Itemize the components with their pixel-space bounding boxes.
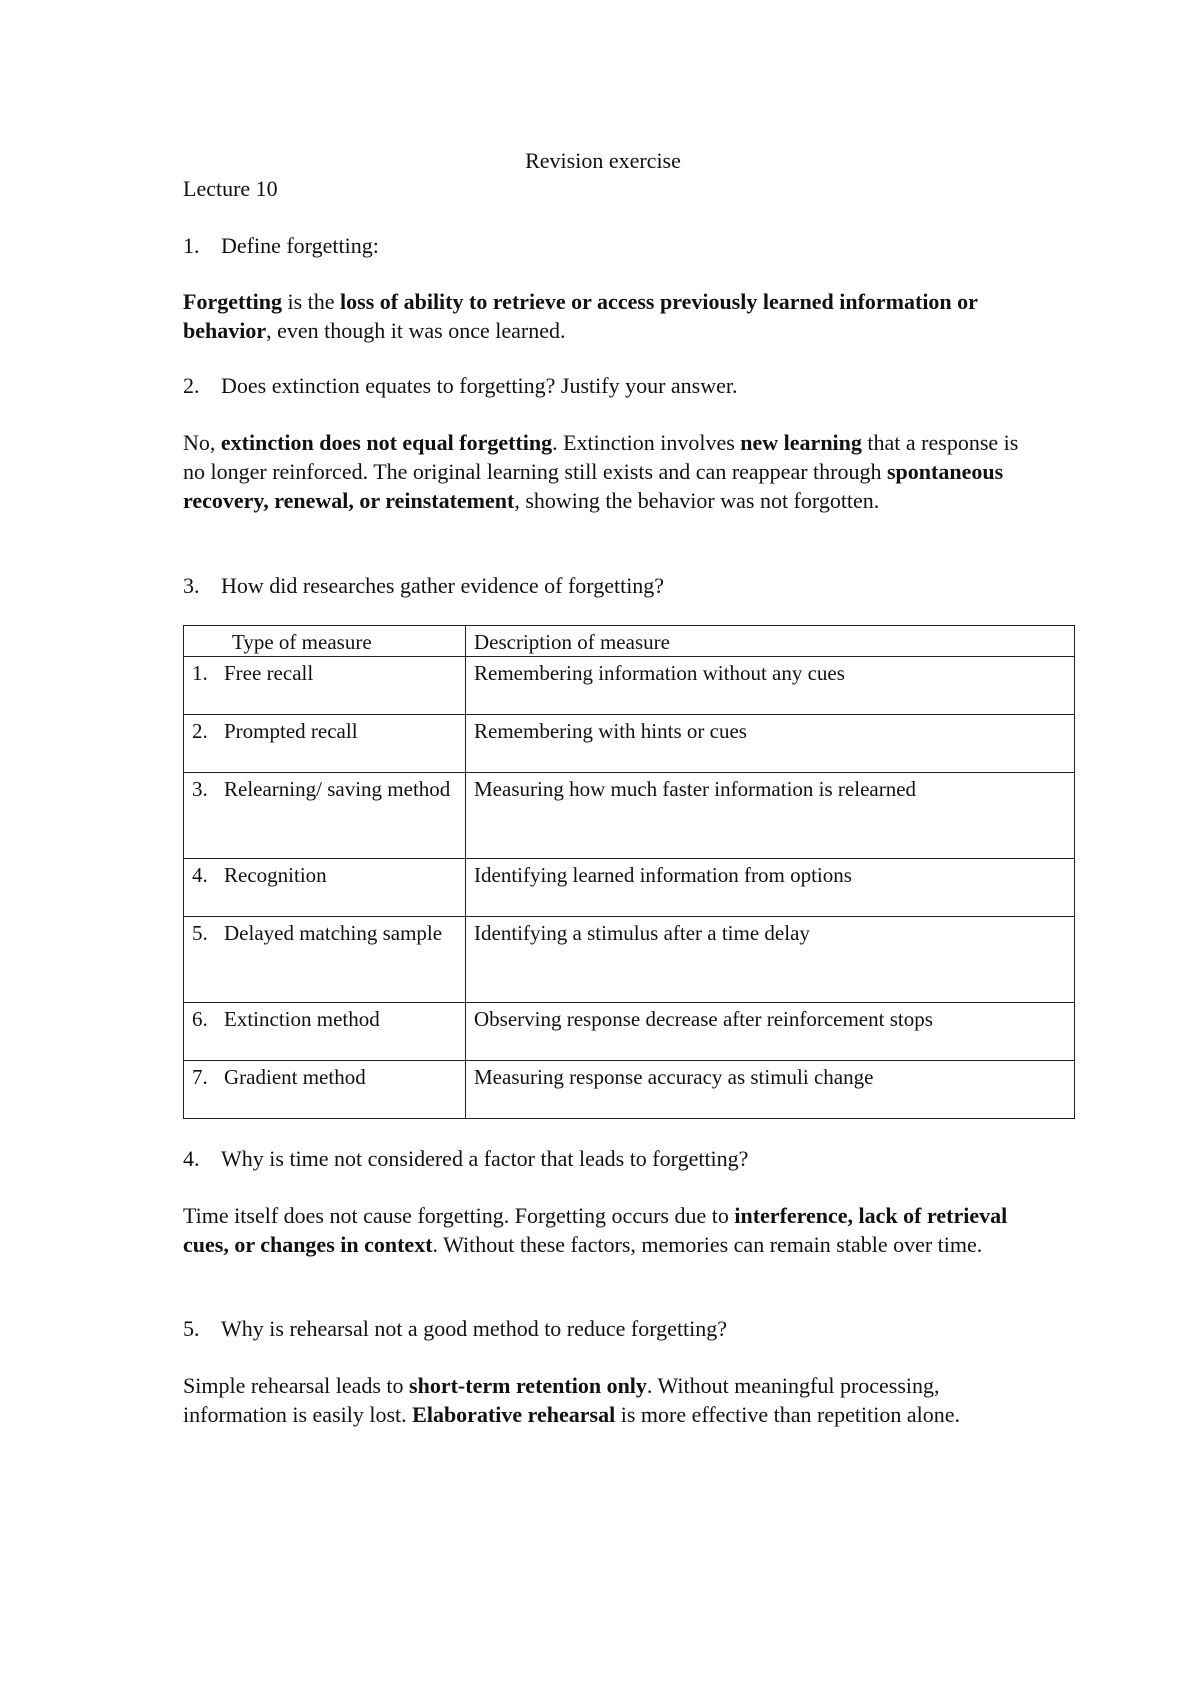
answer-bold: Forgetting [183, 289, 282, 314]
measure-type: Free recall [224, 661, 314, 685]
question-number: 4. [183, 1146, 200, 1171]
question-number: 3. [183, 573, 200, 598]
question-text: Define forgetting: [221, 233, 379, 258]
row-number: 6. [192, 1007, 208, 1031]
question-text: How did researches gather evidence of forgetting? [221, 573, 665, 598]
question-text: Does extinction equates to forgetting? Justify your answer. [221, 373, 738, 398]
description-cell: Identifying learned information from options [466, 859, 1075, 917]
answer-bold: new learning [740, 430, 862, 455]
question-2 [183, 371, 1043, 400]
row-number: 3. [192, 777, 208, 801]
answer-bold: interference, lack of retrieval cues, or changes in context [183, 1203, 1008, 1257]
answer-text: Time itself does not cause forgetting. Forgetting occurs due to [183, 1203, 735, 1228]
description-cell: Remembering with hints or cues [466, 715, 1075, 773]
description-cell: Identifying a stimulus after a time delay [466, 917, 1075, 1003]
type-cell [184, 715, 466, 773]
description-cell: Measuring response accuracy as stimuli change [466, 1061, 1075, 1119]
type-cell [184, 859, 466, 917]
answer-text: , showing the behavior was not forgotten. [514, 488, 880, 513]
answer-text: is more effective than repetition alone. [615, 1402, 960, 1427]
measure-type: Extinction method [224, 1007, 380, 1031]
question-1 [183, 231, 1043, 260]
question-number: 2. [183, 373, 200, 398]
row-number: 1. [192, 661, 208, 685]
answer-bold: spontaneous recovery, renewal, or reinstatement [183, 459, 1004, 513]
question-text: Why is time not considered a factor that leads to forgetting? [221, 1146, 749, 1171]
row-number: 4. [192, 863, 208, 887]
answer-5 [183, 1371, 1043, 1429]
measures-table [183, 625, 1075, 1119]
answer-2 [183, 428, 1043, 515]
question-5 [183, 1314, 1043, 1343]
table-row [184, 657, 1075, 715]
question-4 [183, 1144, 1043, 1173]
question-number: 1. [183, 233, 200, 258]
answer-text: is the [281, 289, 341, 314]
header-type: Type of measure [184, 626, 466, 657]
document-title: Revision exercise [525, 148, 681, 173]
answer-text: . Extinction involves [552, 430, 741, 455]
description-cell: Observing response decrease after reinforcement stops [466, 1003, 1075, 1061]
answer-text: that a response is no longer reinforced. The original learning still exists and can reappear through [183, 430, 1019, 484]
row-number: 2. [192, 719, 208, 743]
row-number: 7. [192, 1065, 208, 1089]
table-row [184, 1061, 1075, 1119]
lecture-label: Lecture 10 [183, 176, 278, 201]
measure-type: Relearning/ saving method [224, 777, 451, 801]
row-number: 5. [192, 921, 208, 945]
table-row [184, 859, 1075, 917]
answer-bold: loss of ability to retrieve or access previously learned information or behavior [183, 289, 978, 343]
type-cell [184, 657, 466, 715]
table-header-row [184, 626, 1075, 657]
answer-text: Simple rehearsal leads to [183, 1373, 410, 1398]
measure-type: Delayed matching sample [224, 921, 443, 945]
answer-text: , even though it was once learned. [266, 318, 566, 343]
answer-text: No, [183, 430, 221, 455]
answer-text: . Without these factors, memories can remain stable over time. [432, 1232, 983, 1257]
measure-type: Gradient method [224, 1065, 366, 1089]
question-number: 5. [183, 1316, 200, 1341]
type-cell [184, 917, 466, 1003]
description-cell: Measuring how much faster information is relearned [466, 773, 1075, 859]
question-text: Why is rehearsal not a good method to reduce forgetting? [221, 1316, 728, 1341]
description-cell: Remembering information without any cues [466, 657, 1075, 715]
table-row [184, 715, 1075, 773]
table-row [184, 917, 1075, 1003]
table-row [184, 1003, 1075, 1061]
measure-type: Prompted recall [224, 719, 358, 743]
type-cell [184, 773, 466, 859]
header-description: Description of measure [466, 626, 1075, 657]
table-row [184, 773, 1075, 859]
answer-bold: short-term retention only [409, 1373, 647, 1398]
answer-bold: Elaborative rehearsal [412, 1402, 616, 1427]
answer-1 [183, 287, 1043, 345]
answer-text: . Without meaningful processing, information is easily lost. [183, 1373, 940, 1427]
answer-4 [183, 1201, 1043, 1259]
question-3 [183, 571, 1043, 600]
type-cell [184, 1003, 466, 1061]
type-cell [184, 1061, 466, 1119]
measure-type: Recognition [224, 863, 327, 887]
answer-bold: extinction does not equal forgetting [220, 430, 553, 455]
